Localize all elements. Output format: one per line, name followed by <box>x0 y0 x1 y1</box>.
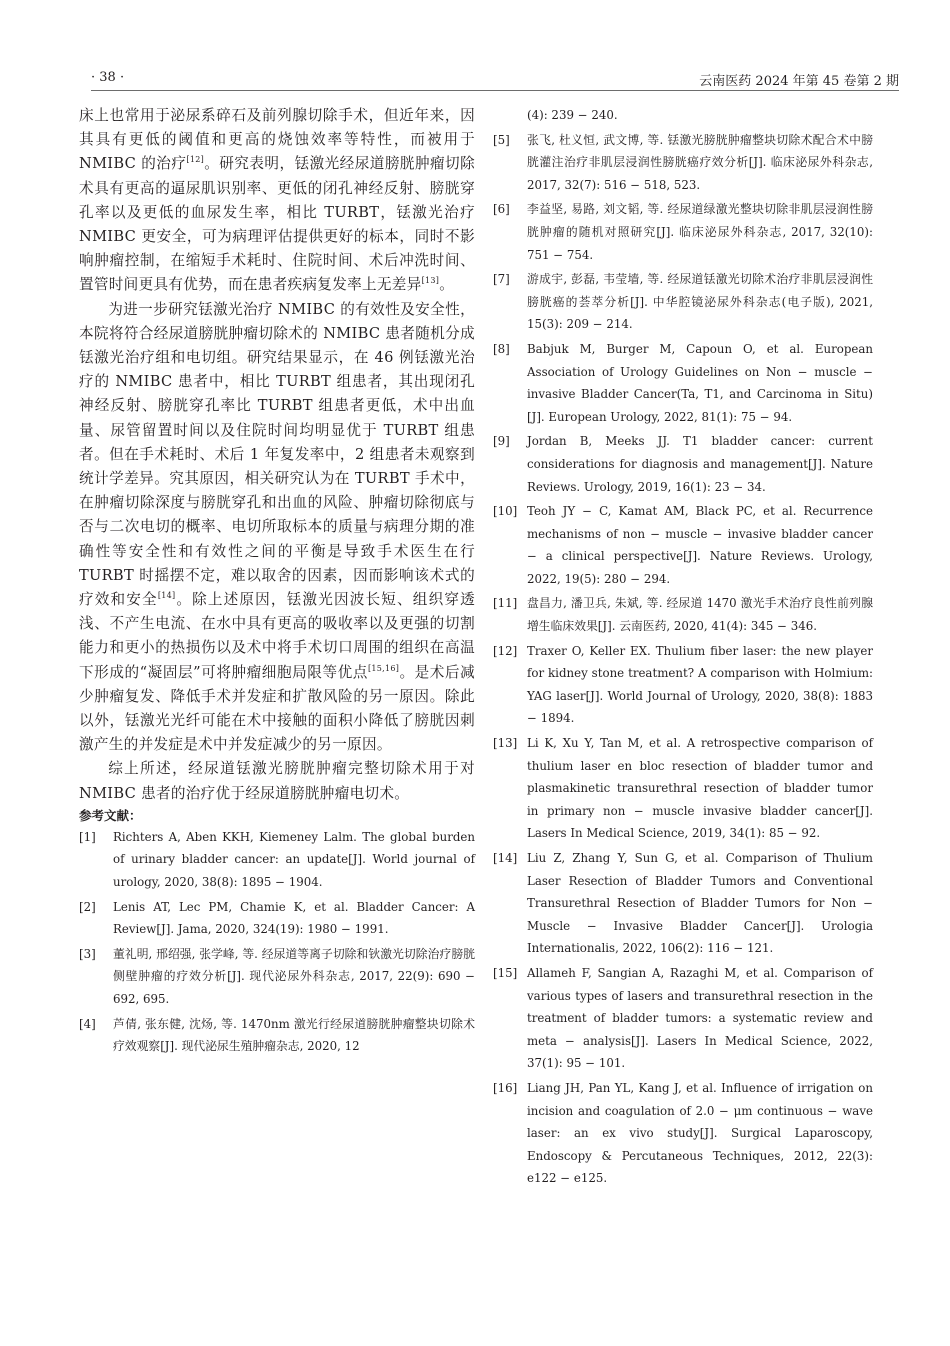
reference-item: [6] 李益坚, 易路, 刘文韬, 等. 经尿道绿激光整块切除非肌层浸润性膀胱肿瘤的随机对照研究[J]. 临床泌尿外科杂志, 2017, 32(10): 751 − 754. <box>493 202 873 262</box>
citation: [12] <box>186 155 205 165</box>
reference-item: [10] Teoh JY − C, Kamat AM, Black PC, et al. Recurrence mechanisms of non − muscle − invasive bladder cancer − a clinical perspective[J]. Nature Reviews. Urology, 2022, 19(5): 280 − 294. <box>493 504 873 586</box>
reference-item: [8] Babjuk M, Burger M, Capoun O, et al. European Association of Urology Guidelines on Non − muscle − invasive Bladder Cancer(Ta, T1, and Carcinoma in Situ)[J]. European Urology, 2022, 81(1): 75 − 94. <box>493 341 873 424</box>
references-heading: 参考文献： <box>79 807 142 823</box>
reference-item: [1] Richters A, Aben KKH, Kiemeney Lalm. The global burden of urinary bladder cancer: an update[J]. World journal of urology, 2020, 38(8): 1895 − 1904. <box>79 829 475 890</box>
reference-item: [4] 芦倩, 张东健, 沈炀, 等. 1470nm 激光行经尿道膀胱肿瘤整块切除术疗效观察[J]. 现代泌尿生殖肿瘤杂志, 2020, 12 <box>79 1016 475 1054</box>
right-column <box>493 104 873 1192</box>
citation: [13] <box>421 276 440 286</box>
reference-continuation: (4): 239 − 240. <box>527 108 618 122</box>
reference-item: [12] Traxer O, Keller EX. Thulium fiber laser: the new player for kidney stone treatment? A comparison with Holmium: YAG laser[J]. World Journal of Urology, 2020, 38(8): 1883 − 1894. <box>493 643 873 726</box>
citation: [15,16] <box>367 663 400 673</box>
body-paragraph-2: 为进一步研究铥激光治疗 NMIBC 的有效性及安全性，本院将符合经尿道膀胱肿瘤切除术的 NMIBC 患者随机分成铥激光治疗组和电切组。研究结果显示，在 46 例铥激光治疗的 NMIBC 患者中，相比 TURBT 组患者，其出现闭孔神经反射、膀胱穿孔率比 TURBT 组患者更低，术中出血量、尿管留置时间以及住院时间均明显优于 TURBT 组患者。但在手术耗时、术后 1 年复发率中，2 组患者未观察到统计学差异。究其原因，相关研究认为在 TURBT 手术中，在肿瘤切除深度与膀胱穿孔和出血的风险、肿瘤切除彻底与否与二次电切的概率、电切所取标本的质量与病理分期的准确性等安全性和有效性之间的平衡是导致手术医生在行 TURBT 时摇摆不定，难以取舍的因素，因而影响该术式的疗效和安全[14]。除上述原因，铥激光因波长短、组织穿透浅、不产生电流、在水中具有更高的吸收率以及更强的切割能力和更小的热损伤以及术中将手术切口周围的组织在高温下形成的“凝固层”可将肿瘤细胞局限等优点[15,16]。是术后减少肿瘤复发、降低手术并发症和扩散风险的另一原因。除此以外，铥激光光纤可能在术中接触的面积小降低了膀胱因刺激产生的并发症是术中并发症减少的另一原因。 <box>79 300 475 754</box>
citation: [14] <box>157 591 176 601</box>
reference-item: [5] 张飞, 杜义恒, 武文博, 等. 铥激光膀胱肿瘤整块切除术配合术中膀胱灌注治疗非肌层浸润性膀胱癌疗效分析[J]. 临床泌尿外科杂志, 2017, 32(7): 516 − 518, 523. <box>493 132 873 192</box>
body-paragraph-3: 综上所述，经尿道铥激光膀胱肿瘤完整切除术用于对 NMIBC 患者的治疗优于经尿道膀胱肿瘤电切术。 <box>79 760 475 802</box>
reference-item: [13] Li K, Xu Y, Tan M, et al. A retrospective comparison of thulium laser en bloc resection of bladder tumor and plasmakinetic transurethral resection of bladder tumor in primary non − muscle invasive bladder cancer[J]. Lasers In Medical Science, 2019, 34(1): 85 − 92. <box>493 736 873 841</box>
page-number: · 38 · <box>91 70 125 85</box>
journal-title: 云南医药 2024 年第 45 卷第 2 期 <box>699 74 899 89</box>
reference-item: [14] Liu Z, Zhang Y, Sun G, et al. Comparison of Thulium Laser Resection of Bladder Tumors and Conventional Transurethral Resection of Bladder Tumors for Non − Muscle − Invasive Bladder Cancer[J]. Urologia Internationalis, 2022, 106(2): 116 − 121. <box>493 851 873 956</box>
page-header <box>91 68 899 91</box>
reference-item: [7] 游成宇, 彭磊, 韦莹墙, 等. 经尿道铥激光切除术治疗非肌层浸润性膀胱癌的荟萃分析[J]. 中华腔镜泌尿外科杂志(电子版), 2021, 15(3): 209 − 214. <box>493 272 873 332</box>
reference-item: [2] Lenis AT, Lec PM, Chamie K, et al. Bladder Cancer: A Review[J]. Jama, 2020, 324(19): 1980 − 1991. <box>79 899 475 937</box>
reference-item: [16] Liang JH, Pan YL, Kang J, et al. Influence of irrigation on incision and coagulation of 2.0 − μm continuous − wave laser: an ex vivo study[J]. Surgical Laparoscopy, Endoscopy & Percutaneous Techniques, 2012, 22(3): e122 − e125. <box>493 1080 873 1186</box>
reference-item: [15] Allameh F, Sangian A, Razaghi M, et al. Comparison of various types of lasers and transurethral resection in the treatment of bladder tumors: a systematic review and meta − analysis[J]. Lasers In Medical Science, 2022, 37(1): 95 − 101. <box>493 965 873 1071</box>
left-column <box>79 104 475 1060</box>
reference-item: [3] 董礼明, 邢绍强, 张学峰, 等. 经尿道等离子切除和钬激光切除治疗膀胱侧壁肿瘤的疗效分析[J]. 现代泌尿外科杂志, 2017, 22(9): 690 − 692, 695. <box>79 946 475 1007</box>
reference-item: [9] Jordan B, Meeks JJ. T1 bladder cancer: current considerations for diagnosis and management[J]. Nature Reviews. Urology, 2019, 16(1): 23 − 34. <box>493 434 873 494</box>
reference-item: [11] 盘昌力, 潘卫兵, 朱斌, 等. 经尿道 1470 激光手术治疗良性前列腺增生临床效果[J]. 云南医药, 2020, 41(4): 345 − 346. <box>493 596 873 634</box>
body-paragraph-1: 床上也常用于泌尿系碎石及前列腺切除手术，但近年来，因其具有更低的阈值和更高的烧蚀效率等特性，而被用于 NMIBC 的治疗[12]。研究表明，铥激光经尿道膀胱肿瘤切除术具有更高的逼尿肌识别率、更低的闭孔神经反射、膀胱穿孔率以及更低的血尿发生率，相比 TURBT，铥激光治疗 NMIBC 更安全，可为病理评估提供更好的标本，同时不影响肿瘤控制，在缩短手术耗时、住院时间、术后冲洗时间、置管时间更具有优势，而在患者疾病复发率上无差异[13]。 <box>79 107 475 294</box>
